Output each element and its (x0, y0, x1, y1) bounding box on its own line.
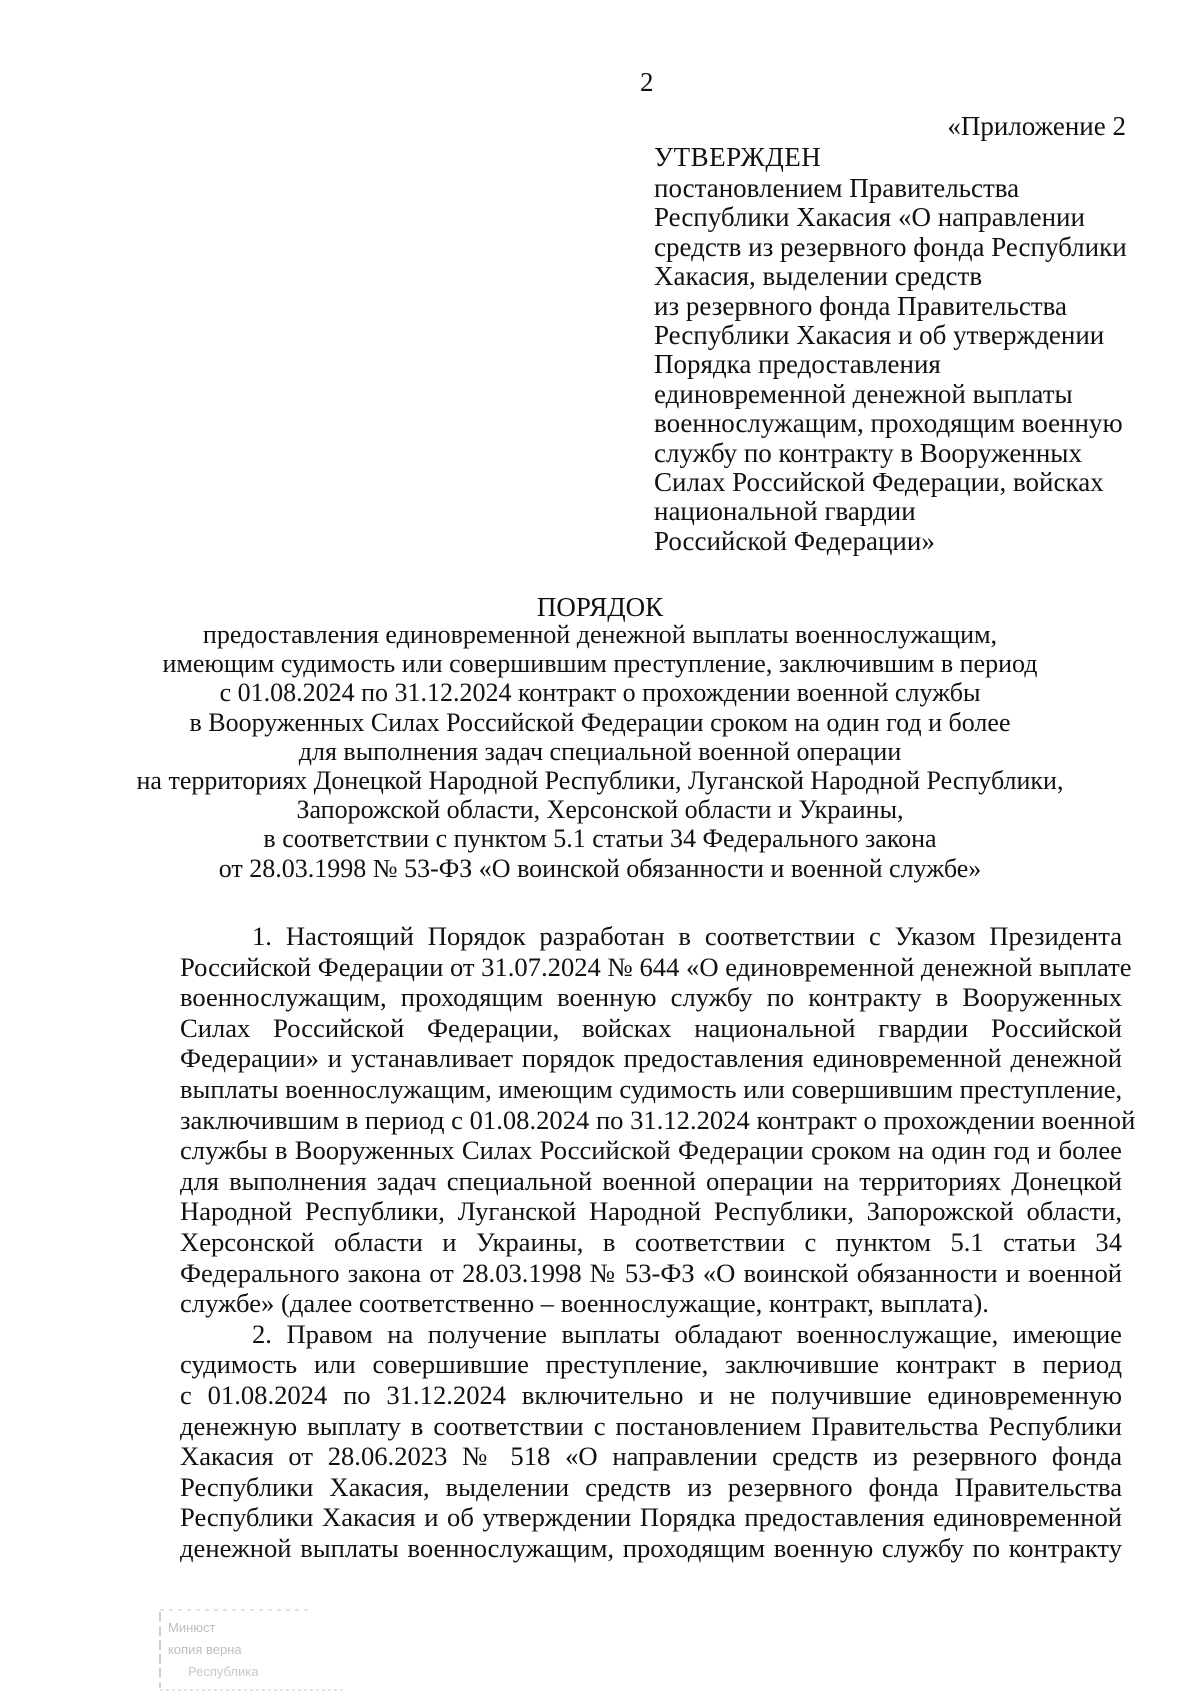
paragraph-1-line: службе» (далее соответственно – военнослужащие, контракт, выплата). (180, 1288, 989, 1319)
approval-block (654, 140, 1174, 556)
paragraph-1-line: выплаты военнослужащим, имеющим судимость или совершившим преступление, (180, 1073, 1123, 1104)
paragraph-2-line: судимость или совершившие преступление, заключившие контракт в период (180, 1349, 1122, 1380)
subtitle-line: предоставления единовременной денежной выплаты военнослужащим, (202, 620, 998, 649)
appendix-label: «Приложение 2 (947, 111, 1126, 141)
paragraph-2-line: денежную выплату в соответствии с постановлением Правительства Республики (180, 1410, 1122, 1441)
subtitle-line: на территориях Донецкой Народной Республики, Луганской Народной Республики, (136, 766, 1064, 796)
approval-line: национальной гвардии (654, 496, 916, 527)
paragraph-2-line: с 01.08.2024 по 31.12.2024 включительно и не получившие единовременную (180, 1379, 1122, 1410)
paragraph-1-line: для выполнения задач специальной военной операции на территориях Донецкой (180, 1165, 1122, 1196)
approval-line: Порядка предоставления (654, 349, 941, 380)
paragraph-1-line: Российской Федерации от 31.07.2024 № 644 «О единовременной денежной выплате (180, 951, 1132, 982)
paragraph-2-line: денежной выплаты военнослужащим, проходящим военную службу по контракту (180, 1532, 1122, 1563)
watermark-line: Минюст (168, 1620, 216, 1635)
paragraph-1-line: службы в Вооруженных Силах Российской Федерации сроком на один год и более (180, 1135, 1122, 1166)
paragraph-2-line: Республики Хакасия и об утверждении Порядка предоставления единовременной (180, 1502, 1122, 1533)
subtitle-line: в соответствии с пунктом 5.1 статьи 34 Федерального закона (263, 824, 937, 854)
watermark-line: копия верна (168, 1642, 242, 1657)
approval-line: Силах Российской Федерации, войсках (654, 467, 1104, 498)
order-subtitle (0, 620, 1200, 883)
stamp-watermark (158, 1602, 348, 1694)
approval-line: службу по контракту в Вооруженных (654, 437, 1082, 468)
approval-line: Республики Хакасия «О направлении (654, 202, 1085, 233)
paragraph-1-line: Федерального закона от 28.03.1998 № 53-ФЗ «О воинской обязанности и военной (180, 1257, 1122, 1288)
approval-line: военнослужащим, проходящим военную (654, 408, 1123, 439)
approval-line: Российской Федерации» (654, 525, 935, 556)
approval-line: из резервного фонда Правительства (654, 290, 1068, 321)
order-title: ПОРЯДОК (536, 592, 664, 622)
subtitle-line: имеющим судимость или совершившим преступление, заключившим в период (162, 649, 1038, 679)
watermark-line: Республика (188, 1664, 259, 1679)
paragraph-1-line: Народной Республики, Луганской Народной Республики, Запорожской области, (180, 1196, 1122, 1227)
paragraph-2-line: 2. Правом на получение выплаты обладают военнослужащие, имеющие (252, 1318, 1122, 1349)
subtitle-line: с 01.08.2024 по 31.12.2024 контракт о прохождении военной службы (219, 678, 981, 708)
paragraph-1-line: 1. Настоящий Порядок разработан в соответствии с Указом Президента (252, 921, 1122, 951)
subtitle-line: от 28.03.1998 № 53-ФЗ «О воинской обязанности и военной службе» (218, 853, 982, 883)
page-number: 2 (640, 67, 654, 97)
paragraph-1-line: Силах Российской Федерации, войсках национальной гвардии Российской (180, 1012, 1122, 1043)
paragraph-1-line: заключившим в период с 01.08.2024 по 31.12.2024 контракт о прохождении военной (180, 1104, 1136, 1135)
paragraph-2-line: Хакасия от 28.06.2023 № 518 «О направлении средств из резервного фонда (180, 1441, 1122, 1472)
paragraph-1-line: Федерации» и устанавливает порядок предоставления единовременной денежной (180, 1043, 1122, 1074)
approval-line: постановлением Правительства (654, 173, 1020, 203)
body-text (180, 921, 1136, 1563)
approval-heading: УТВЕРЖДЕН (654, 142, 822, 172)
subtitle-line: Запорожской области, Херсонской области и Украины, (296, 795, 904, 825)
subtitle-line: для выполнения задач специальной военной операции (298, 736, 902, 766)
paragraph-2-line: Республики Хакасия, выделении средств из резервного фонда Правительства (180, 1471, 1122, 1502)
paragraph-1-line: военнослужащим, проходящим военную службу по контракту в Вооруженных (180, 982, 1122, 1013)
approval-line: Республики Хакасия и об утверждении (654, 320, 1105, 351)
subtitle-line: в Вооруженных Силах Российской Федерации сроком на один год и более (189, 707, 1011, 737)
approval-line: единовременной денежной выплаты (654, 378, 1073, 409)
approval-line: средств из резервного фонда Республики (654, 231, 1127, 262)
approval-line: Хакасия, выделении средств (654, 261, 983, 292)
paragraph-1-line: Херсонской области и Украины, в соответствии с пунктом 5.1 статьи 34 (180, 1226, 1122, 1257)
